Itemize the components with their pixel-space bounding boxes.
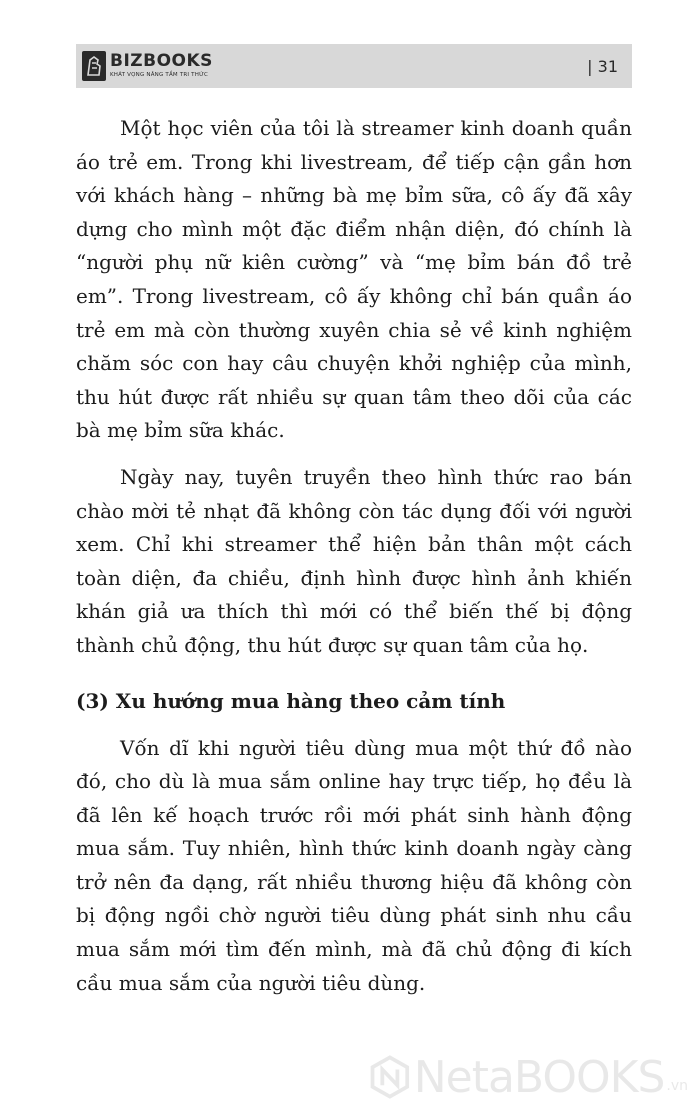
watermark-suffix: .vn — [666, 1078, 688, 1094]
paragraph: Ngày nay, tuyên truyền theo hình thức rao bán chào mời tẻ nhạt đã không còn tác dụng đối với người xem. Chỉ khi streamer thể hiện bản thân một cách toàn diện, đa chiều, định hình được hình ảnh khiến khán giả ưa thích thì mới có thể biến thế bị động thành chủ động, thu hút được sự quan tâm của họ. — [76, 464, 632, 657]
netabooks-hexagon-icon — [368, 1048, 412, 1106]
watermark — [368, 1046, 688, 1108]
logo-tagline: KHÁT VỌNG NÂNG TẦM TRI THỨC — [110, 72, 209, 79]
paragraph: Vốn dĩ khi người tiêu dùng mua một thứ đồ nào đó, cho dù là mua sắm online hay trực tiếp, họ đều là đã lên kế hoạch trước rồi mới phát sinh hành động mua sắm. Tuy nhiên, hình thức kinh doanh ngày càng trở nên đa dạng, rất nhiều thương hiệu đã không còn bị động ngồi chờ người tiêu dùng phát sinh nhu cầu mua sắm mới tìm đến mình, mà đã chủ động đi kích cầu mua sắm của người tiêu dùng. — [76, 735, 632, 995]
page-number: | 31 — [587, 56, 618, 76]
running-header — [76, 44, 632, 88]
publisher-logo — [82, 51, 213, 81]
section-heading: (3) Xu hướng mua hàng theo cảm tính — [76, 688, 506, 713]
paragraph: Một học viên của tôi là streamer kinh doanh quần áo trẻ em. Trong khi livestream, để tiếp cận gần hơn với khách hàng – những bà mẹ bỉm sữa, cô ấy đã xây dựng cho mình một đặc điểm nhận diện, đó chính là “người phụ nữ kiên cường” và “mẹ bỉm bán đồ trẻ em”. Trong livestream, cô ấy không chỉ bán quần áo trẻ em mà còn thường xuyên chia sẻ về kinh nghiệm chăm sóc con hay câu chuyện khởi nghiệp của mình, thu hút được rất nhiều sự quan tâm theo dõi của các bà mẹ bỉm sữa khác. — [76, 116, 632, 443]
logo-glyph-icon — [85, 54, 103, 78]
bizbooks-logo-icon — [82, 51, 106, 81]
watermark-text: NetaBOOKS — [413, 1051, 665, 1103]
page-body — [76, 112, 632, 1012]
logo-name: BIZBOOKS — [110, 51, 213, 72]
logo-text — [110, 53, 213, 79]
